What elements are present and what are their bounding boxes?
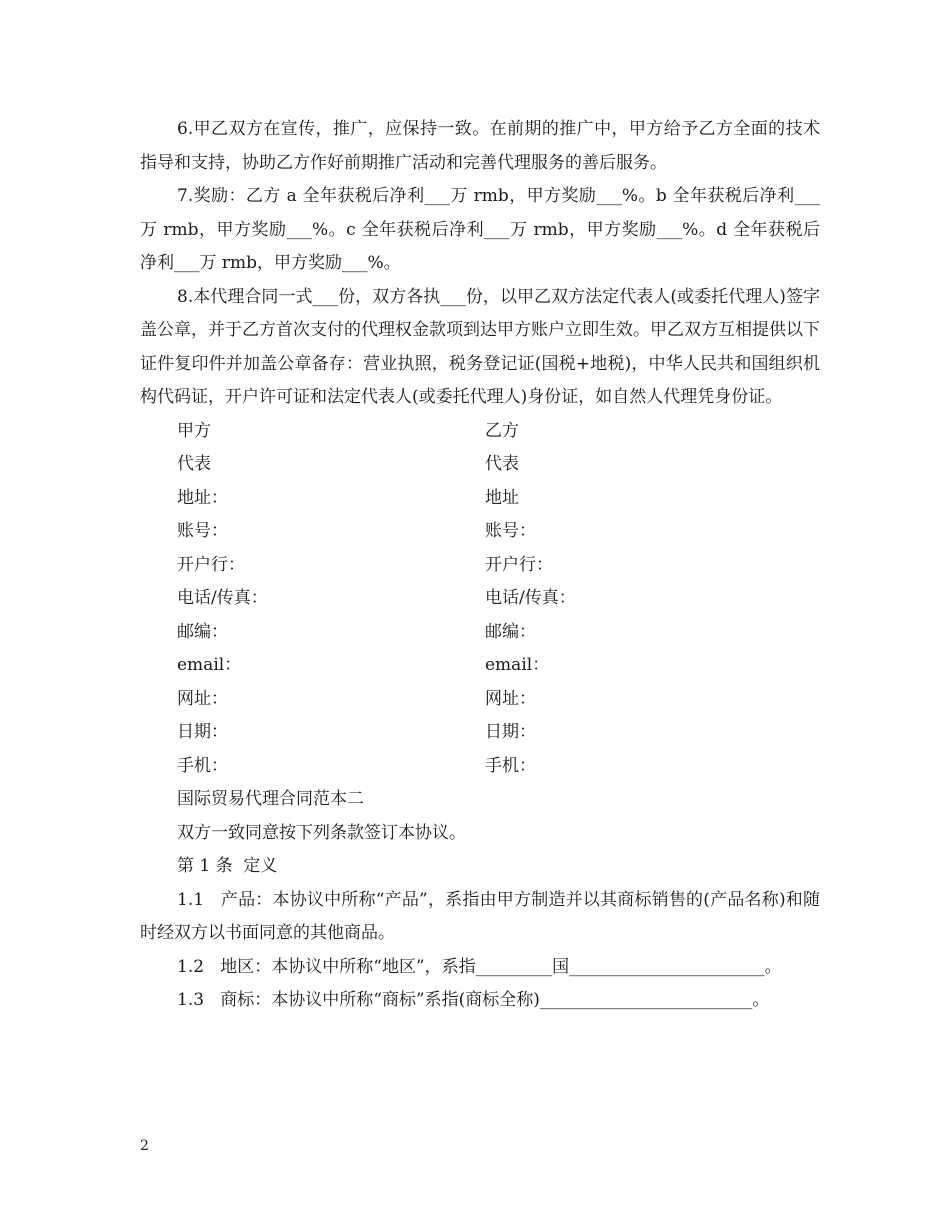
signature-row-address: [140, 482, 820, 516]
clause-8-copies: 8.本代理合同一式___份，双方各执___份，以甲乙双方法定代表人(或委托代理人)签字盖公章，并于乙方首次支付的代理权金款项到达甲方账户立即生效。甲乙双方互相提供以下证件复印件并加盖公章备存：营业执照，税务登记证(国税+地税)，中华人民共和国组织机构代码证，开户许可证和法定代表人(或委托代理人)身份证，如自然人代理凭身份证。: [140, 286, 820, 407]
party-a-account: 账号：: [177, 521, 228, 541]
signature-row-date: [140, 716, 820, 750]
party-a-date: 日期：: [177, 722, 228, 742]
clause-6: 6.甲乙双方在宣传，推广，应保持一致。在前期的推广中，甲方给予乙方全面的技术指导和支持，协助乙方作好前期推广活动和完善代理服务的善后服务。: [140, 119, 820, 173]
signature-block: [140, 415, 820, 784]
party-b-label: 乙方: [485, 420, 519, 441]
document-body: [140, 113, 820, 1018]
signature-row-bank: [140, 549, 820, 583]
party-b-account: 账号：: [485, 521, 536, 541]
definition-1-2-territory: 1.2 地区：本协议中所称“地区”，系指_________国_______________________。: [177, 956, 782, 977]
section-title: 国际贸易代理合同范本二: [177, 789, 364, 809]
party-b-representative: 代表: [485, 454, 519, 474]
signature-row-postcode: [140, 616, 820, 650]
signature-row-phone-fax: [140, 582, 820, 616]
party-b-website: 网址：: [485, 688, 536, 709]
signature-row-party: [140, 415, 820, 449]
party-b-date: 日期：: [485, 722, 536, 742]
party-b-postcode: 邮编：: [485, 621, 536, 642]
party-a-postcode: 邮编：: [177, 621, 228, 642]
party-a-address: 地址：: [177, 487, 228, 508]
signature-row-account: [140, 515, 820, 549]
page-number: 2: [140, 1138, 149, 1154]
definition-1-1-products: 1.1 产品：本协议中所称“产品”，系指由甲方制造并以其商标销售的(产品名称)和随时经双方以书面同意的其他商品。: [140, 889, 820, 943]
party-b-phone-fax: 电话/传真：: [485, 588, 576, 608]
definition-1-3-trademark: 1.3 商标：本协议中所称“商标”系指(商标全称)_________________________。: [177, 990, 770, 1010]
party-b-bank: 开户行：: [485, 554, 553, 575]
article-heading: 第 1 条 定义: [177, 856, 278, 876]
party-a-label: 甲方: [177, 420, 211, 441]
signature-row-representative: [140, 448, 820, 482]
clause-7-reward: 7.奖励：乙方 a 全年获税后净利___万 rmb，甲方奖励___%。b 全年获税后净利___万 rmb，甲方奖励___%。c 全年获税后净利___万 rmb，甲方奖励___%。d 全年获税后净利___万 rmb，甲方奖励___%。: [140, 186, 820, 273]
party-a-email: email：: [177, 655, 242, 675]
signature-row-website: [140, 683, 820, 717]
party-a-representative: 代表: [177, 454, 211, 474]
signature-row-mobile: [140, 750, 820, 784]
party-b-address: 地址: [485, 487, 519, 508]
party-a-website: 网址：: [177, 688, 228, 709]
party-b-mobile: 手机：: [485, 755, 536, 776]
party-a-phone-fax: 电话/传真：: [177, 588, 268, 608]
party-b-email: email：: [485, 655, 550, 675]
signature-row-email: [140, 649, 820, 683]
party-a-bank: 开户行：: [177, 554, 245, 575]
intro-line: 双方一致同意按下列条款签订本协议。: [177, 822, 466, 843]
party-a-mobile: 手机：: [177, 755, 228, 776]
